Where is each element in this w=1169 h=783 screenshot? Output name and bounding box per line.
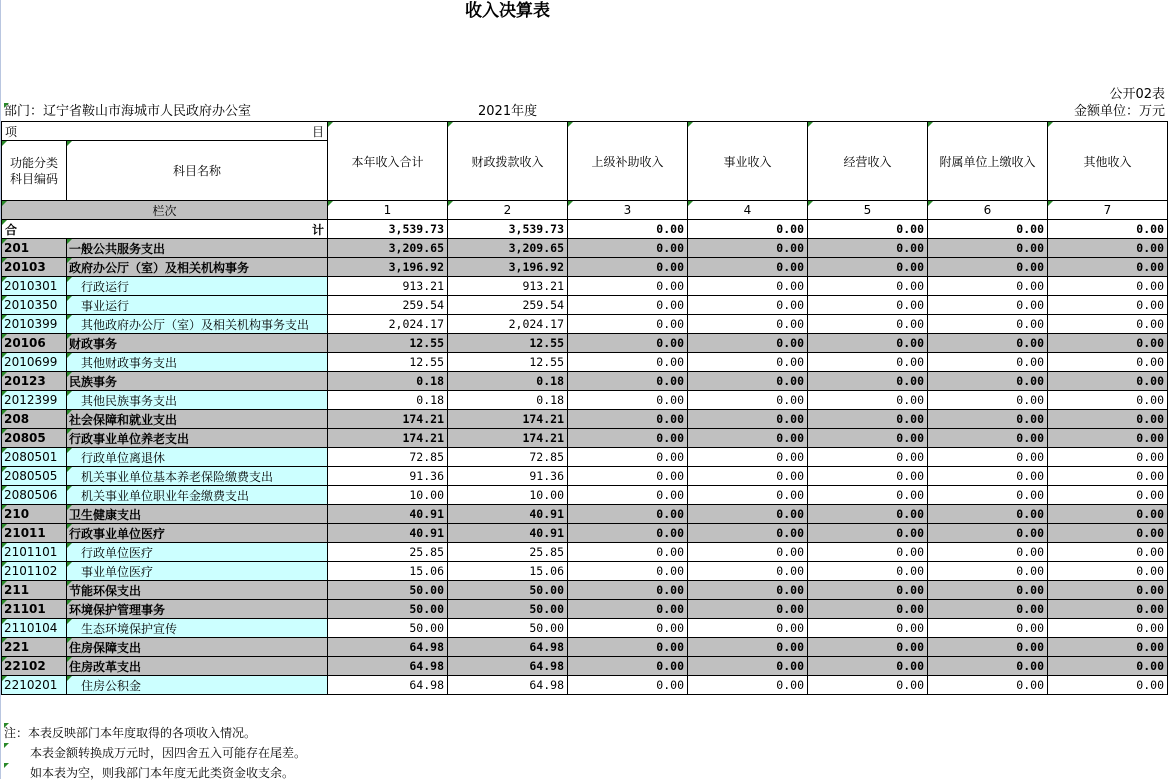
column-index: 3 — [568, 201, 688, 220]
total-label-left: 合 — [5, 222, 18, 237]
row-value: 174.21 — [448, 429, 568, 448]
column-index: 6 — [928, 201, 1048, 220]
row-value: 0.00 — [688, 429, 808, 448]
total-value: 0.00 — [928, 220, 1048, 239]
row-name: 其他政府办公厅（室）及相关机构事务支出 — [67, 315, 328, 334]
row-value: 0.00 — [688, 258, 808, 277]
table-row — [2, 562, 1168, 581]
row-value: 174.21 — [448, 410, 568, 429]
row-value: 64.98 — [328, 657, 448, 676]
row-value: 0.00 — [568, 258, 688, 277]
row-value: 0.00 — [688, 543, 808, 562]
index-label: 栏次 — [2, 201, 328, 220]
column-header: 财政拨款收入 — [448, 122, 568, 201]
row-name: 其他财政事务支出 — [67, 353, 328, 372]
row-value: 64.98 — [328, 676, 448, 695]
row-value: 0.00 — [808, 277, 928, 296]
row-value: 0.00 — [688, 524, 808, 543]
row-value: 0.00 — [568, 315, 688, 334]
row-value: 0.00 — [688, 334, 808, 353]
row-value: 0.00 — [1048, 562, 1168, 581]
row-value: 0.00 — [1048, 334, 1168, 353]
total-label-right: 计 — [311, 222, 324, 237]
row-value: 12.55 — [328, 353, 448, 372]
table-row — [2, 581, 1168, 600]
row-value: 0.00 — [808, 581, 928, 600]
column-index: 5 — [808, 201, 928, 220]
row-value: 0.00 — [1048, 638, 1168, 657]
row-value: 50.00 — [448, 600, 568, 619]
row-value: 3,196.92 — [448, 258, 568, 277]
column-index: 1 — [328, 201, 448, 220]
row-value: 72.85 — [328, 448, 448, 467]
row-value: 0.00 — [688, 353, 808, 372]
table-row — [2, 429, 1168, 448]
row-value: 0.00 — [1048, 581, 1168, 600]
row-value: 174.21 — [328, 410, 448, 429]
row-value: 259.54 — [448, 296, 568, 315]
row-value: 3,209.65 — [448, 239, 568, 258]
row-value: 0.00 — [928, 600, 1048, 619]
code-column-header: 功能分类 科目编码 — [2, 141, 67, 201]
row-value: 0.00 — [928, 353, 1048, 372]
total-value: 0.00 — [688, 220, 808, 239]
row-code: 22102 — [2, 657, 67, 676]
row-value: 0.00 — [568, 505, 688, 524]
table-row — [2, 543, 1168, 562]
table-row — [2, 638, 1168, 657]
row-value: 25.85 — [448, 543, 568, 562]
row-value: 15.06 — [328, 562, 448, 581]
row-value: 0.00 — [928, 372, 1048, 391]
row-value: 0.00 — [1048, 239, 1168, 258]
row-value: 0.00 — [808, 239, 928, 258]
row-value: 0.00 — [688, 676, 808, 695]
row-value: 64.98 — [448, 657, 568, 676]
row-value: 0.00 — [568, 239, 688, 258]
row-name: 政府办公厅（室）及相关机构事务 — [67, 258, 328, 277]
table-row — [2, 334, 1168, 353]
row-name: 卫生健康支出 — [67, 505, 328, 524]
row-value: 0.00 — [808, 258, 928, 277]
row-value: 0.00 — [928, 657, 1048, 676]
row-code: 2110104 — [2, 619, 67, 638]
row-code: 2080501 — [2, 448, 67, 467]
row-value: 0.00 — [1048, 258, 1168, 277]
row-value: 0.00 — [808, 657, 928, 676]
row-value: 0.00 — [1048, 372, 1168, 391]
row-value: 0.00 — [928, 581, 1048, 600]
table-row — [2, 353, 1168, 372]
row-value: 0.00 — [928, 315, 1048, 334]
row-value: 0.00 — [568, 467, 688, 486]
row-value: 0.00 — [928, 410, 1048, 429]
total-value: 3,539.73 — [328, 220, 448, 239]
row-code: 2012399 — [2, 391, 67, 410]
row-value: 0.18 — [448, 372, 568, 391]
row-value: 0.00 — [688, 600, 808, 619]
fiscal-year: 2021年度 — [478, 104, 538, 119]
row-value: 0.00 — [808, 334, 928, 353]
row-value: 0.00 — [688, 391, 808, 410]
row-value: 12.55 — [328, 334, 448, 353]
row-value: 64.98 — [328, 638, 448, 657]
row-value: 0.00 — [1048, 600, 1168, 619]
row-value: 0.00 — [568, 334, 688, 353]
column-header: 经营收入 — [808, 122, 928, 201]
total-value: 0.00 — [808, 220, 928, 239]
row-name: 事业运行 — [67, 296, 328, 315]
row-value: 0.00 — [808, 296, 928, 315]
row-code: 2101102 — [2, 562, 67, 581]
row-value: 0.00 — [928, 448, 1048, 467]
row-value: 0.00 — [808, 676, 928, 695]
row-value: 64.98 — [448, 638, 568, 657]
row-value: 0.00 — [928, 619, 1048, 638]
row-name: 机关事业单位职业年金缴费支出 — [67, 486, 328, 505]
table-row — [2, 372, 1168, 391]
row-name: 行政运行 — [67, 277, 328, 296]
row-name: 住房保障支出 — [67, 638, 328, 657]
row-value: 0.00 — [568, 429, 688, 448]
page-title: 收入决算表 — [465, 1, 550, 21]
row-value: 0.00 — [1048, 657, 1168, 676]
department-label: 部门：辽宁省鞍山市海城市人民政府办公室 — [4, 103, 1169, 121]
row-name: 行政事业单位养老支出 — [67, 429, 328, 448]
row-value: 72.85 — [448, 448, 568, 467]
table-row — [2, 258, 1168, 277]
row-value: 0.00 — [688, 410, 808, 429]
row-value: 0.00 — [688, 277, 808, 296]
row-value: 0.00 — [688, 505, 808, 524]
column-header: 本年收入合计 — [328, 122, 448, 201]
row-value: 10.00 — [448, 486, 568, 505]
table-row — [2, 277, 1168, 296]
row-value: 0.00 — [688, 448, 808, 467]
row-code: 211 — [2, 581, 67, 600]
row-code: 20103 — [2, 258, 67, 277]
amount-unit: 金额单位：万元 — [1073, 104, 1165, 119]
row-value: 50.00 — [328, 619, 448, 638]
row-code: 208 — [2, 410, 67, 429]
row-name: 住房公积金 — [67, 676, 328, 695]
table-row — [2, 315, 1168, 334]
row-value: 40.91 — [328, 524, 448, 543]
row-value: 0.18 — [328, 391, 448, 410]
income-table — [1, 121, 1168, 695]
note-line: 本表金额转换成万元时，因四舍五入可能存在尾差。 — [4, 743, 306, 763]
note-line: 如本表为空，则我部门本年度无此类资金收支余。 — [4, 763, 306, 783]
row-value: 25.85 — [328, 543, 448, 562]
row-value: 0.00 — [808, 410, 928, 429]
row-value: 0.00 — [568, 296, 688, 315]
row-value: 0.00 — [568, 619, 688, 638]
row-value: 0.00 — [928, 391, 1048, 410]
row-value: 0.00 — [568, 657, 688, 676]
row-value: 259.54 — [328, 296, 448, 315]
row-value: 0.00 — [688, 486, 808, 505]
total-row — [2, 220, 1168, 239]
table-row — [2, 657, 1168, 676]
row-code: 201 — [2, 239, 67, 258]
row-value: 40.91 — [448, 524, 568, 543]
row-value: 174.21 — [328, 429, 448, 448]
row-value: 50.00 — [448, 581, 568, 600]
row-value: 0.00 — [688, 372, 808, 391]
row-value: 0.00 — [928, 296, 1048, 315]
row-value: 0.00 — [928, 676, 1048, 695]
row-value: 0.00 — [1048, 277, 1168, 296]
row-value: 0.00 — [1048, 467, 1168, 486]
row-value: 0.00 — [808, 600, 928, 619]
row-value: 0.00 — [688, 657, 808, 676]
row-value: 40.91 — [448, 505, 568, 524]
row-value: 3,209.65 — [328, 239, 448, 258]
row-value: 0.00 — [1048, 676, 1168, 695]
row-value: 0.18 — [328, 372, 448, 391]
item-header-cell — [2, 122, 328, 141]
row-name: 行政单位离退休 — [67, 448, 328, 467]
row-value: 0.00 — [568, 353, 688, 372]
row-code: 20805 — [2, 429, 67, 448]
row-value: 0.00 — [1048, 315, 1168, 334]
table-row — [2, 486, 1168, 505]
row-name: 事业单位医疗 — [67, 562, 328, 581]
row-value: 0.00 — [1048, 296, 1168, 315]
row-value: 3,196.92 — [328, 258, 448, 277]
table-row — [2, 391, 1168, 410]
name-column-header: 科目名称 — [67, 141, 328, 201]
row-value: 0.00 — [568, 448, 688, 467]
table-row — [2, 524, 1168, 543]
row-value: 0.00 — [808, 315, 928, 334]
row-value: 12.55 — [448, 353, 568, 372]
row-name: 生态环境保护宣传 — [67, 619, 328, 638]
note-line: 注：本表反映部门本年度取得的各项收入情况。 — [4, 723, 306, 743]
row-code: 2010699 — [2, 353, 67, 372]
row-name: 住房改革支出 — [67, 657, 328, 676]
row-value: 0.00 — [688, 296, 808, 315]
row-value: 913.21 — [448, 277, 568, 296]
item-header-left: 项 — [5, 124, 18, 139]
row-value: 0.00 — [568, 562, 688, 581]
row-value: 0.00 — [568, 543, 688, 562]
row-value: 50.00 — [328, 600, 448, 619]
row-name: 机关事业单位基本养老保险缴费支出 — [67, 467, 328, 486]
row-value: 0.00 — [928, 467, 1048, 486]
form-number: 公开02表 — [1109, 87, 1165, 102]
column-index: 4 — [688, 201, 808, 220]
row-value: 0.00 — [808, 467, 928, 486]
row-value: 91.36 — [328, 467, 448, 486]
row-value: 0.00 — [808, 619, 928, 638]
row-value: 0.00 — [1048, 391, 1168, 410]
row-value: 0.00 — [1048, 505, 1168, 524]
row-value: 0.00 — [688, 467, 808, 486]
row-name: 行政事业单位医疗 — [67, 524, 328, 543]
row-value: 0.00 — [808, 524, 928, 543]
row-value: 0.00 — [1048, 429, 1168, 448]
row-value: 0.00 — [808, 391, 928, 410]
table-row — [2, 467, 1168, 486]
row-value: 913.21 — [328, 277, 448, 296]
row-code: 20106 — [2, 334, 67, 353]
row-name: 环境保护管理事务 — [67, 600, 328, 619]
row-value: 0.00 — [928, 486, 1048, 505]
total-value: 3,539.73 — [448, 220, 568, 239]
column-index: 2 — [448, 201, 568, 220]
row-name: 节能环保支出 — [67, 581, 328, 600]
row-value: 12.55 — [448, 334, 568, 353]
row-value: 2,024.17 — [328, 315, 448, 334]
table-row — [2, 410, 1168, 429]
row-value: 0.00 — [688, 239, 808, 258]
row-value: 0.00 — [928, 277, 1048, 296]
column-header: 附属单位上缴收入 — [928, 122, 1048, 201]
item-header-right: 目 — [311, 124, 324, 139]
row-value: 0.00 — [568, 638, 688, 657]
row-value: 0.00 — [1048, 524, 1168, 543]
row-code: 2010350 — [2, 296, 67, 315]
table-row — [2, 239, 1168, 258]
row-name: 财政事务 — [67, 334, 328, 353]
row-code: 2080505 — [2, 467, 67, 486]
row-value: 0.00 — [688, 315, 808, 334]
table-notes — [4, 723, 306, 783]
row-value: 40.91 — [328, 505, 448, 524]
row-value: 0.00 — [1048, 353, 1168, 372]
row-value: 0.00 — [568, 600, 688, 619]
row-value: 0.00 — [928, 638, 1048, 657]
total-value: 0.00 — [568, 220, 688, 239]
row-code: 21011 — [2, 524, 67, 543]
row-value: 0.00 — [568, 391, 688, 410]
column-header: 其他收入 — [1048, 122, 1168, 201]
row-value: 0.00 — [568, 676, 688, 695]
row-code: 21101 — [2, 600, 67, 619]
row-value: 0.00 — [568, 410, 688, 429]
row-value: 0.00 — [688, 562, 808, 581]
row-value: 64.98 — [448, 676, 568, 695]
total-label — [2, 220, 328, 239]
row-code: 20123 — [2, 372, 67, 391]
row-code: 210 — [2, 505, 67, 524]
row-value: 0.00 — [1048, 619, 1168, 638]
row-value: 0.18 — [448, 391, 568, 410]
row-name: 其他民族事务支出 — [67, 391, 328, 410]
table-row — [2, 619, 1168, 638]
table-row — [2, 676, 1168, 695]
row-value: 0.00 — [1048, 486, 1168, 505]
row-value: 0.00 — [688, 581, 808, 600]
table-row — [2, 296, 1168, 315]
column-header: 事业收入 — [688, 122, 808, 201]
table-row — [2, 600, 1168, 619]
row-name: 行政单位医疗 — [67, 543, 328, 562]
row-value: 0.00 — [568, 372, 688, 391]
row-value: 0.00 — [1048, 410, 1168, 429]
column-header: 上级补助收入 — [568, 122, 688, 201]
row-value: 0.00 — [1048, 448, 1168, 467]
row-value: 0.00 — [808, 353, 928, 372]
row-value: 0.00 — [808, 372, 928, 391]
row-value: 0.00 — [928, 524, 1048, 543]
row-value: 0.00 — [568, 581, 688, 600]
row-value: 0.00 — [808, 543, 928, 562]
row-name: 社会保障和就业支出 — [67, 410, 328, 429]
row-value: 0.00 — [928, 543, 1048, 562]
row-value: 0.00 — [568, 277, 688, 296]
table-row — [2, 448, 1168, 467]
row-value: 0.00 — [928, 562, 1048, 581]
row-value: 50.00 — [328, 581, 448, 600]
row-code: 2210201 — [2, 676, 67, 695]
row-value: 0.00 — [928, 429, 1048, 448]
row-value: 0.00 — [928, 239, 1048, 258]
row-value: 0.00 — [928, 258, 1048, 277]
row-value: 0.00 — [808, 505, 928, 524]
row-value: 0.00 — [688, 638, 808, 657]
row-code: 2101101 — [2, 543, 67, 562]
row-value: 15.06 — [448, 562, 568, 581]
row-value: 0.00 — [808, 562, 928, 581]
row-value: 0.00 — [688, 619, 808, 638]
row-value: 0.00 — [928, 334, 1048, 353]
row-value: 2,024.17 — [448, 315, 568, 334]
row-value: 0.00 — [568, 486, 688, 505]
row-value: 50.00 — [448, 619, 568, 638]
row-value: 0.00 — [808, 448, 928, 467]
total-value: 0.00 — [1048, 220, 1168, 239]
column-index: 7 — [1048, 201, 1168, 220]
table-row — [2, 505, 1168, 524]
row-code: 2010399 — [2, 315, 67, 334]
row-value: 91.36 — [448, 467, 568, 486]
row-value: 0.00 — [808, 486, 928, 505]
row-name: 民族事务 — [67, 372, 328, 391]
row-value: 0.00 — [928, 505, 1048, 524]
row-code: 221 — [2, 638, 67, 657]
row-value: 0.00 — [808, 429, 928, 448]
row-value: 0.00 — [568, 524, 688, 543]
row-name: 一般公共服务支出 — [67, 239, 328, 258]
row-code: 2080506 — [2, 486, 67, 505]
row-value: 0.00 — [1048, 543, 1168, 562]
row-code: 2010301 — [2, 277, 67, 296]
row-value: 0.00 — [808, 638, 928, 657]
row-value: 10.00 — [328, 486, 448, 505]
